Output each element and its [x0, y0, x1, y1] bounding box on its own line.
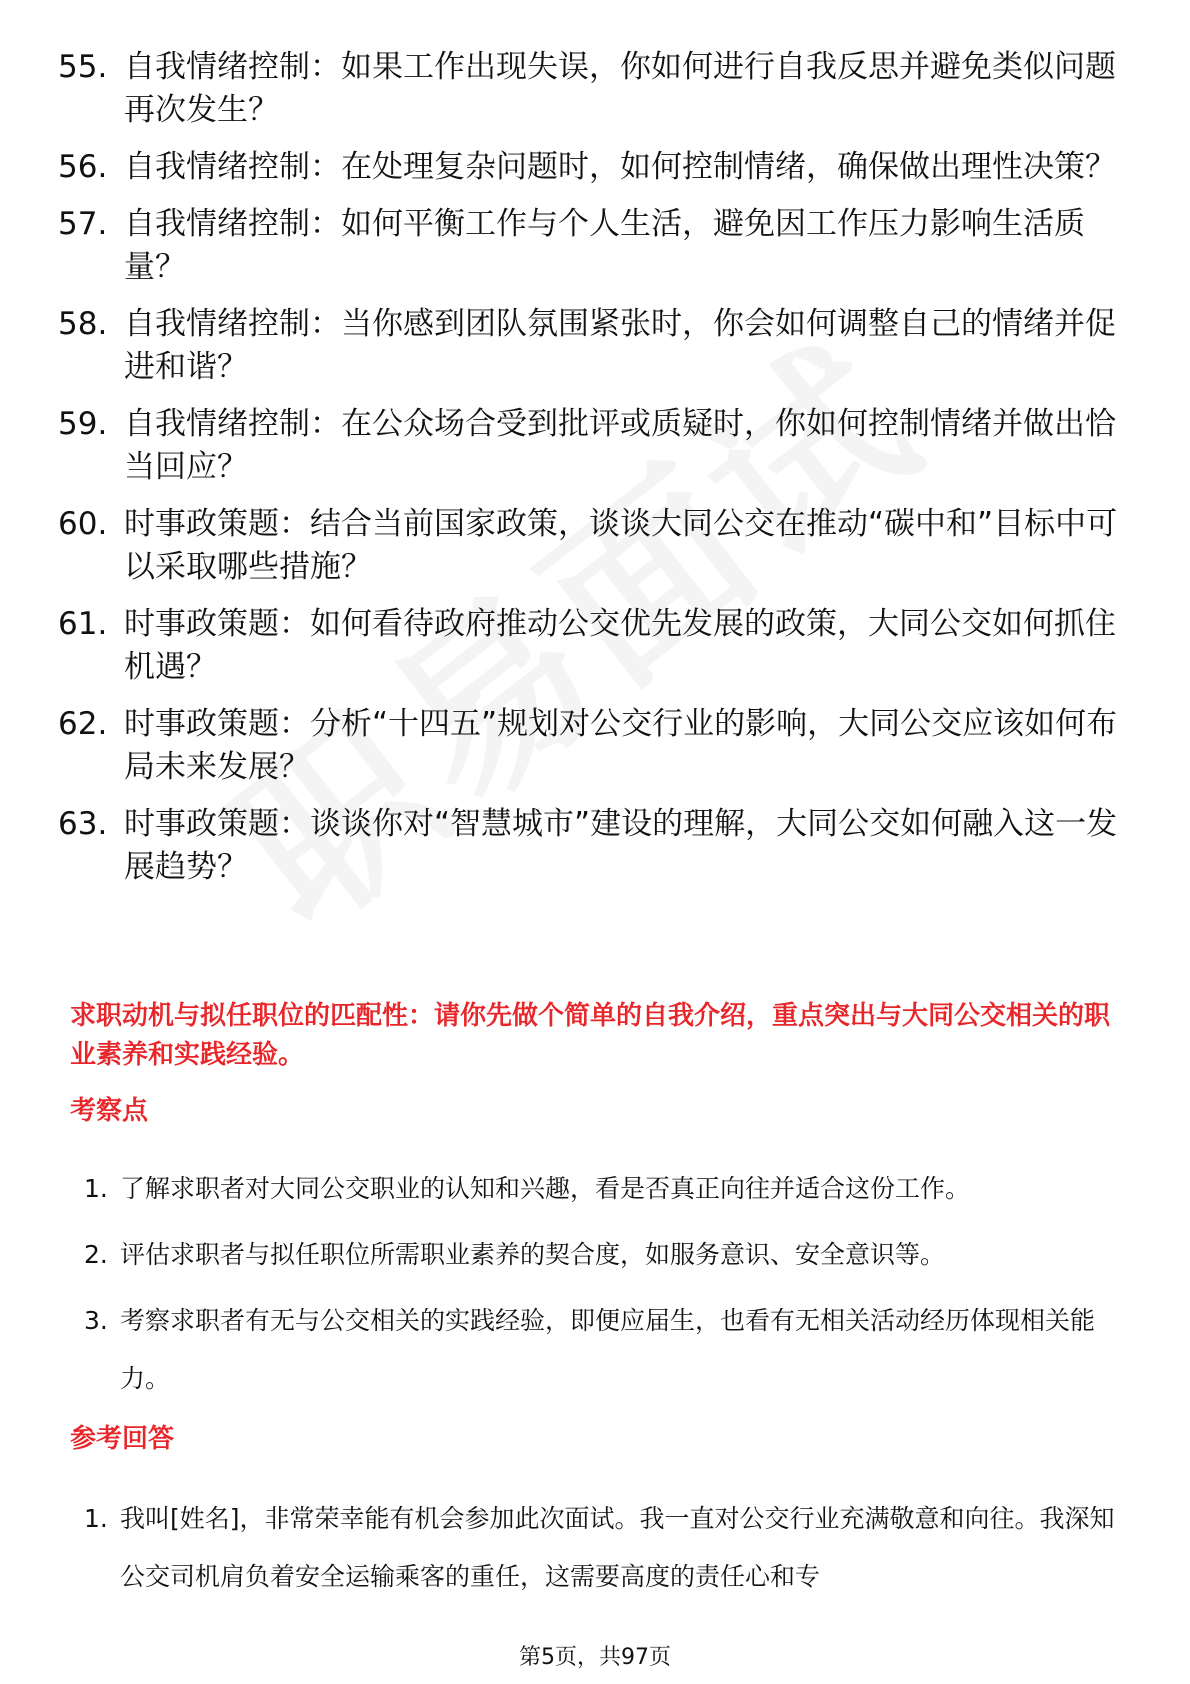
- question-item: [58, 203, 1138, 289]
- question-text: 自我情绪控制：在公众场合受到批评或质疑时，你如何控制情绪并做出恰当回应？: [124, 406, 1116, 485]
- question-item: [58, 603, 1138, 689]
- list-item: [84, 1226, 1134, 1284]
- list-item: [84, 1160, 1134, 1218]
- question-number: 63.: [58, 806, 108, 842]
- list-item-text: 我叫[姓名]，非常荣幸能有机会参加此次面试。我一直对公交行业充满敬意和向往。我深知公交司机肩负着安全运输乘客的重任，这需要高度的责任心和专: [120, 1504, 1115, 1591]
- question-number: 58.: [58, 306, 108, 342]
- question-item: [58, 46, 1138, 132]
- reference-answer-list: [84, 1490, 1134, 1614]
- exam-points-label: 考察点: [70, 1096, 149, 1126]
- question-text: 时事政策题：结合当前国家政策，谈谈大同公交在推动“碳中和”目标中可以采取哪些措施？: [124, 506, 1118, 585]
- question-number: 60.: [58, 506, 108, 542]
- question-item: [58, 503, 1138, 589]
- question-list: [58, 46, 1138, 903]
- question-item: [58, 803, 1138, 889]
- question-number: 56.: [58, 149, 108, 185]
- question-text: 自我情绪控制：如果工作出现失误，你如何进行自我反思并避免类似问题再次发生？: [124, 49, 1116, 128]
- question-number: 61.: [58, 606, 108, 642]
- section-headline: 求职动机与拟任职位的匹配性：请你先做个简单的自我介绍，重点突出与大同公交相关的职业素养和实践经验。: [70, 1001, 1111, 1070]
- list-item-number: 2.: [84, 1240, 108, 1269]
- question-item: [58, 303, 1138, 389]
- question-item: [58, 703, 1138, 789]
- question-item: [58, 403, 1138, 489]
- question-number: 55.: [58, 49, 108, 85]
- exam-points-list: [84, 1160, 1134, 1416]
- reference-answer-label: 参考回答: [70, 1424, 175, 1454]
- list-item: [84, 1292, 1134, 1408]
- list-item-number: 3.: [84, 1306, 108, 1335]
- question-text: 时事政策题：分析“十四五”规划对公交行业的影响，大同公交应该如何布局未来发展？: [124, 706, 1118, 785]
- question-item: [58, 146, 1138, 189]
- list-item-text: 考察求职者有无与公交相关的实践经验，即便应届生，也看有无相关活动经历体现相关能力。: [120, 1306, 1096, 1393]
- list-item-text: 了解求职者对大同公交职业的认知和兴趣，看是否真正向往并适合这份工作。: [120, 1174, 971, 1203]
- question-text: 自我情绪控制：当你感到团队氛围紧张时，你会如何调整自己的情绪并促进和谐？: [124, 306, 1116, 385]
- question-number: 59.: [58, 406, 108, 442]
- question-text: 自我情绪控制：在处理复杂问题时，如何控制情绪，确保做出理性决策？: [124, 149, 1116, 185]
- question-text: 自我情绪控制：如何平衡工作与个人生活，避免因工作压力影响生活质量？: [124, 206, 1085, 285]
- question-number: 57.: [58, 206, 108, 242]
- question-text: 时事政策题：谈谈你对“智慧城市”建设的理解，大同公交如何融入这一发展趋势？: [124, 806, 1118, 885]
- list-item: [84, 1490, 1134, 1606]
- list-item-number: 1.: [84, 1504, 108, 1533]
- question-number: 62.: [58, 706, 108, 742]
- question-text: 时事政策题：如何看待政府推动公交优先发展的政策，大同公交如何抓住机遇？: [124, 606, 1116, 685]
- page-footer: 第5页，共97页: [519, 1645, 671, 1670]
- list-item-text: 评估求职者与拟任职位所需职业素养的契合度，如服务意识、安全意识等。: [120, 1240, 946, 1269]
- list-item-number: 1.: [84, 1174, 108, 1203]
